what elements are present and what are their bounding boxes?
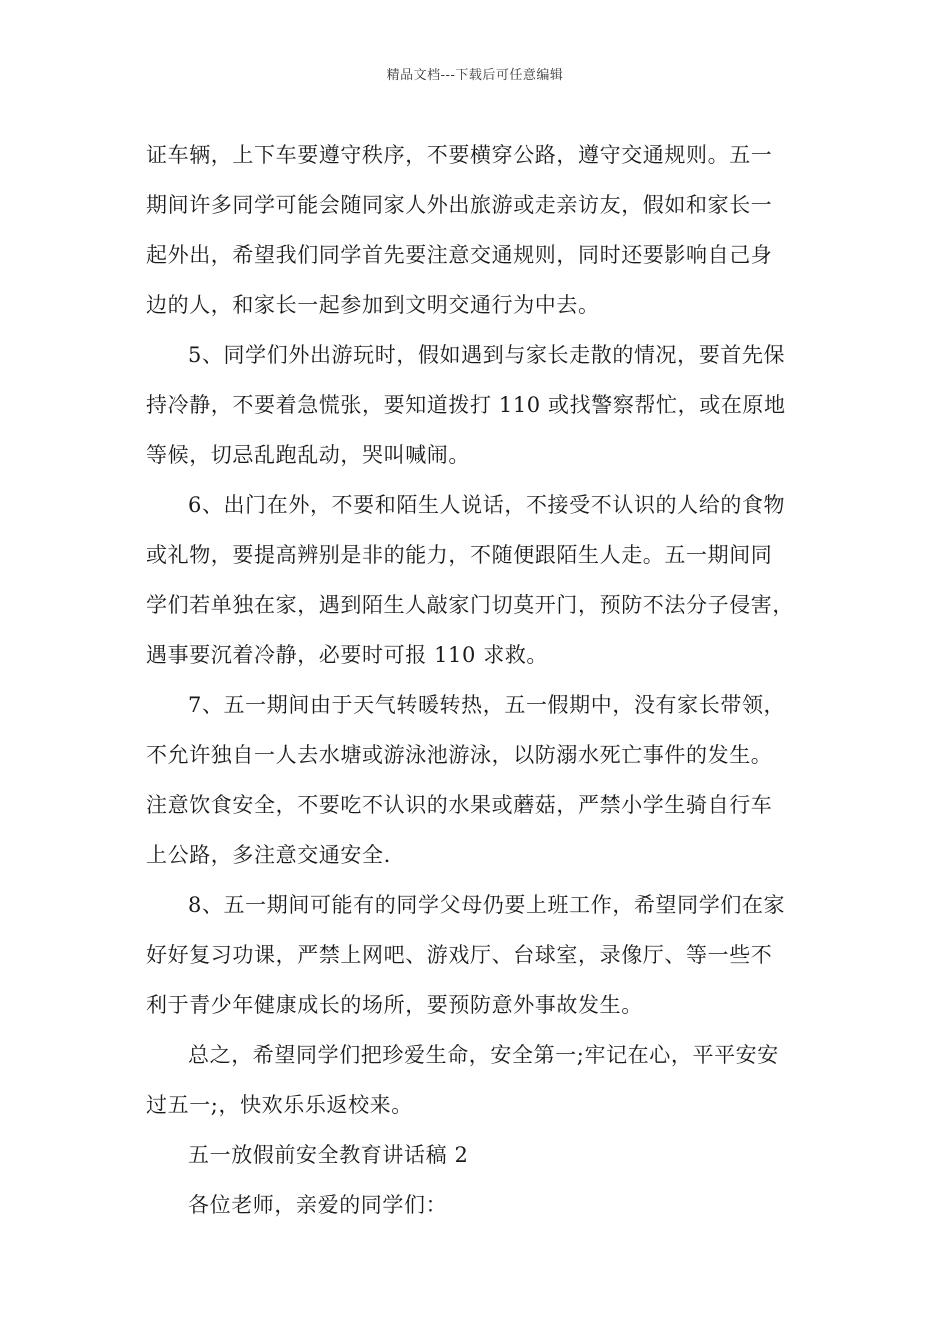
text-line: 或礼物，要提高辨别是非的能力，不随便跟陌生人走。五一期间同 (146, 543, 773, 567)
text-line: 7、五一期间由于天气转暖转热，五一假期中，没有家长带领， (188, 693, 786, 717)
text-line: 上公路，多注意交通安全. (146, 843, 391, 867)
text-line: 边的人，和家长一起参加到文明交通行为中去。 (146, 293, 600, 317)
text-line: 持冷静，不要着急慌张，要知道拨打 110 或找警察帮忙，或在原地 (146, 393, 786, 417)
text-line: 8、五一期间可能有的同学父母仍要上班工作，希望同学们在家 (188, 893, 786, 917)
text-line: 各位老师，亲爱的同学们： (188, 1193, 448, 1217)
text-line: 证车辆，上下车要遵守秩序，不要横穿公路，遵守交通规则。五一 (146, 143, 773, 167)
text-line: 注意饮食安全，不要吃不认识的水果或蘑菇，严禁小学生骑自行车 (146, 793, 773, 817)
text-line: 五一放假前安全教育讲话稿 2 (188, 1143, 469, 1167)
text-line: 利于青少年健康成长的场所，要预防意外事故发生。 (146, 993, 643, 1017)
text-line: 遇事要沉着冷静，必要时可报 110 求救。 (146, 643, 549, 667)
text-line: 5、同学们外出游玩时，假如遇到与家长走散的情况，要首先保 (188, 343, 786, 367)
text-line: 6、出门在外，不要和陌生人说话，不接受不认识的人给的食物 (188, 493, 786, 517)
text-line: 好好复习功课，严禁上网吧、游戏厅、台球室，录像厅、等一些不 (146, 943, 773, 967)
text-line: 学们若单独在家，遇到陌生人敲家门切莫开门，预防不法分子侵害， (146, 593, 794, 617)
page-header: 精品文档---下载后可任意编辑 (386, 68, 564, 83)
text-line: 起外出，希望我们同学首先要注意交通规则，同时还要影响自己身 (146, 243, 773, 267)
text-line: 不允许独自一人去水塘或游泳池游泳，以防溺水死亡事件的发生。 (146, 743, 773, 767)
text-line: 期间许多同学可能会随同家人外出旅游或走亲访友，假如和家长一 (146, 193, 773, 217)
text-line: 等候，切忌乱跑乱动，哭叫喊闹。 (146, 443, 470, 467)
text-line: 过五一;，快欢乐乐返校来。 (146, 1093, 413, 1117)
text-line: 总之，希望同学们把珍爱生命，安全第一;牢记在心，平平安安 (188, 1043, 779, 1067)
document-body (146, 130, 811, 1230)
